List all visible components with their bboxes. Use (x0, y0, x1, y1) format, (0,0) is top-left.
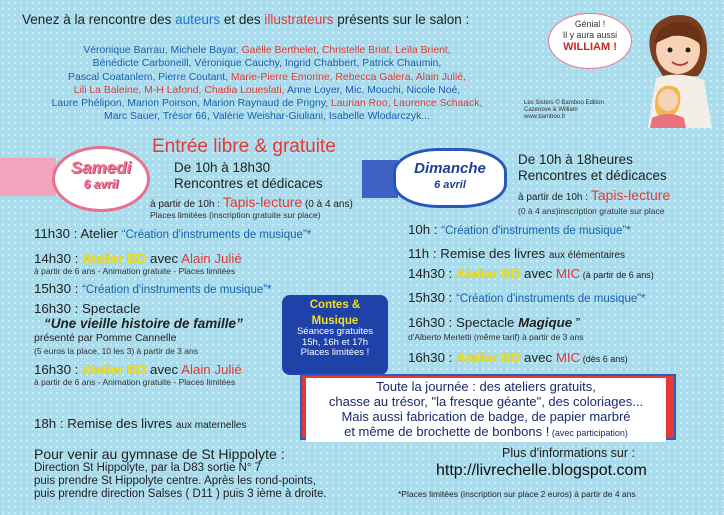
dimanche-e6-title: Atelier BD (456, 350, 521, 365)
dimanche-e1-time: 10h : (408, 222, 442, 237)
directions-line-3: puis prendre direction Salses ( D11 ) puis 3 ième à droite. (34, 488, 327, 500)
dimanche-event-6 (408, 350, 628, 367)
samedi-e3-time: 15h30 : (34, 281, 83, 296)
samedi-event-1 (34, 226, 311, 243)
samedi-hours: De 10h à 18h30 (174, 160, 271, 175)
dimanche-tapis-pre: à partir de 10h : (518, 192, 591, 203)
contes-line-3: Places limitées ! (300, 347, 370, 358)
directions-line-2: puis prendre St Hippolyte centre. Après les rond-points, (34, 475, 316, 487)
samedi-event-4 (34, 301, 140, 317)
dimanche-event-1 (408, 222, 631, 239)
samedi-event-5 (34, 362, 242, 378)
dimanche-event-2 (408, 246, 625, 264)
author-names-segment: Gaëlle Berthelet, Christelle Briat, Leïla Brient, (241, 45, 451, 56)
intro-part-3: présents sur le salon : (333, 12, 470, 27)
samedi-event-3 (34, 281, 272, 298)
dimanche-event-5: 16h30 : Spectacle Magique ” (408, 315, 581, 330)
dimanche-badge (393, 148, 507, 208)
samedi-sub: Rencontres et dédicaces (174, 176, 323, 191)
samedi-e2-avec: avec (146, 251, 182, 266)
journee-line-4: et même de brochette de bonbons ! (344, 424, 550, 439)
samedi-tapis-title: Tapis-lecture (222, 194, 303, 210)
author-names-segment: Ingrid Chabbert, Patrick Chaumin, (284, 58, 442, 70)
author-names-segment: Laure Phélipon, Marion Poirson, Marion Raynaud de Prigny, (51, 98, 331, 110)
samedi-e5-name: Alain Julié (181, 362, 242, 377)
samedi-tapis-age: (0 à 4 ans) (302, 199, 353, 210)
journee-line-3: Mais aussi fabrication de badge, de papier marbré (341, 409, 631, 424)
contes-musique-box (282, 295, 388, 375)
dimanche-e3-note: (à partir de 6 ans) (580, 270, 654, 280)
intro-illustrateurs: illustrateurs (264, 12, 334, 27)
samedi-badge-date: 6 avril (83, 177, 119, 191)
samedi-e2-time: 14h30 : (34, 251, 83, 266)
dimanche-e2-small: aux élémentaires (548, 250, 626, 261)
names-line (30, 97, 504, 110)
samedi-event-6 (34, 416, 246, 434)
samedi-e5-note: à partir de 6 ans - Animation gratuite - Places limitées (34, 377, 236, 387)
names-line (30, 57, 504, 70)
author-names-list (30, 44, 504, 124)
samedi-e4-note: (5 euros la place, 10 les 3) à partir de 3 ans (34, 346, 198, 356)
entree-libre-title: Entrée libre & gratuite (152, 136, 336, 157)
blog-url[interactable]: http://livrechelle.blogspot.com (436, 462, 647, 479)
intro-auteurs: auteurs (175, 12, 221, 27)
contes-title-2: Musique (311, 315, 359, 327)
samedi-e4-time: 16h30 : Spectacle (34, 301, 141, 316)
dimanche-e3-avec: avec (520, 266, 556, 281)
intro-line (22, 12, 469, 27)
samedi-e6: 18h : Remise des livres (34, 416, 176, 431)
samedi-event-2 (34, 251, 242, 267)
dimanche-hours-block (518, 152, 667, 184)
dimanche-e6-time: 16h30 : (408, 350, 457, 365)
author-names-segment: Véronique Barrau, Michele Bayar, (83, 45, 242, 56)
dimanche-e6-note: (dès 6 ans) (580, 354, 628, 364)
directions-line-1: Direction St Hippolyte, par la D83 sortie N° 7 (34, 462, 262, 474)
contes-title-1: Contes & (309, 299, 361, 311)
dimanche-e3-name: MIC (555, 266, 581, 281)
journee-line-2: chasse au trésor, "la fresque géante", des coloriages... (328, 394, 644, 409)
dimanche-e1-title: “Création d'instruments de musique”* (441, 225, 631, 237)
author-names-segment: Anne Loyer, Mic, Mouchi, Nicole Noé, (286, 84, 461, 96)
credit-line-3: www.bamboo.fr (524, 114, 566, 120)
dimanche-tapis-note: (0 à 4 ans)inscription gratuite sur place (518, 206, 665, 216)
samedi-e3-title: “Création d'instruments de musique”* (82, 284, 272, 296)
illustration-credit (524, 100, 604, 121)
dimanche-e6-name: MIC (555, 350, 581, 365)
author-names-segment: Marie-Pierre Emorine, Rebecca Galera, Alain Julié, (230, 71, 466, 83)
samedi-e4-by (34, 332, 176, 344)
dimanche-tapis (518, 187, 670, 203)
names-line (30, 71, 504, 84)
samedi-tapis (150, 194, 353, 210)
samedi-e1-time: 11h30 : Atelier (34, 226, 122, 241)
author-names-segment: Marc Sauer, Trésor 66, Valérie Weishar-Giuliani, Isabelle Wlodarczyk... (104, 111, 430, 123)
samedi-e4-title-row (44, 316, 243, 332)
credit-line-2: Cazenove & William (524, 107, 578, 113)
samedi-hours-block (174, 160, 323, 192)
girls-illustration (612, 6, 720, 128)
journee-line-1: Toute la journée : des ateliers gratuits, (376, 379, 596, 394)
samedi-e1-title: “Création d'instruments de musique”* (121, 229, 312, 241)
dimanche-tapis-title: Tapis-lecture (590, 187, 671, 203)
bubble-line-3: WILLIAM ! (563, 41, 617, 53)
samedi-e5-avec: avec (146, 362, 182, 377)
names-line (30, 84, 504, 97)
dimanche-e3-title: Atelier BD (456, 266, 521, 281)
credit-line-1: Les Sisters © Bamboo Edition (524, 100, 604, 106)
contes-line-1: Séances gratuites (296, 326, 374, 337)
samedi-e4-by-text: présenté par Pomme Cannelle (34, 332, 177, 344)
dimanche-e6-avec: avec (520, 350, 556, 365)
journee-line-4-small: (avec participation) (549, 428, 628, 438)
samedi-tapis-note: Places limitées (inscription gratuite sur place) (150, 210, 321, 220)
info-label: Plus d'informations sur : (502, 446, 635, 460)
dimanche-sub: Rencontres et dédicaces (518, 168, 667, 183)
intro-part-1: Venez à la rencontre des (22, 12, 176, 27)
bubble-line-2: Il y aura aussi (562, 30, 618, 40)
dimanche-e4-title: “Création d'instruments de musique”* (456, 293, 646, 305)
dimanche-e2: 11h : Remise des livres (408, 246, 549, 261)
footer-note: *Places limitées (inscription sur place 2 euros) à partir de 4 ans (398, 489, 636, 499)
samedi-tapis-pre: à partir de 10h : (150, 199, 223, 210)
samedi-e6-small: aux maternelles (175, 420, 247, 431)
contes-line-2: 15h, 16h et 17h (301, 336, 369, 348)
samedi-e2-title: Atelier BD (82, 251, 147, 266)
dimanche-event-3 (408, 266, 654, 283)
intro-part-2: et des (220, 12, 265, 27)
samedi-e4-title: “Une vieille histoire de famille” (44, 316, 243, 331)
dimanche-badge-day: Dimanche (414, 160, 486, 177)
dimanche-e5-title: Magique (518, 315, 573, 330)
names-line (30, 110, 504, 123)
dimanche-e3-time: 14h30 : (408, 266, 457, 281)
samedi-badge (52, 146, 150, 212)
author-names-segment: Bénédicte Carboneill, Véronique Cauchy, (92, 58, 285, 70)
samedi-e5-time: 16h30 : (34, 362, 83, 377)
bubble-line-1: Génial ! (574, 19, 606, 29)
samedi-e5-title: Atelier BD (82, 362, 147, 377)
author-names-segment: Pascal Coatanlem, Pierre Coutant, (68, 71, 231, 83)
samedi-ribbon (0, 158, 56, 196)
directions-block (34, 446, 327, 501)
dimanche-e5-by: d'Alberto Merletti (même tarif) à partir de 3 ans (408, 332, 584, 342)
dimanche-event-4 (408, 290, 646, 307)
directions-title: Pour venir au gymnase de St Hippolyte : (34, 446, 285, 462)
toute-la-journee-text (306, 378, 666, 442)
author-names-segment: Lili La Baleine, M-H Lafond, Chadia Loueslati, (73, 84, 287, 96)
author-names-segment: Laurian Roo, Laurence Schaack, (331, 98, 483, 110)
journee-line-4-row (306, 424, 666, 441)
samedi-e2-note: à partir de 6 ans - Animation gratuite - Places limitées (34, 266, 236, 276)
dimanche-e5-time: 16h30 : Spectacle (408, 315, 519, 330)
samedi-badge-day: Samedi (70, 158, 132, 177)
dimanche-badge-date: 6 avril (434, 179, 466, 191)
dimanche-hours: De 10h à 18heures (518, 152, 633, 167)
names-line (30, 44, 504, 57)
samedi-e2-name: Alain Julié (181, 251, 242, 266)
dimanche-e4-time: 15h30 : (408, 290, 457, 305)
